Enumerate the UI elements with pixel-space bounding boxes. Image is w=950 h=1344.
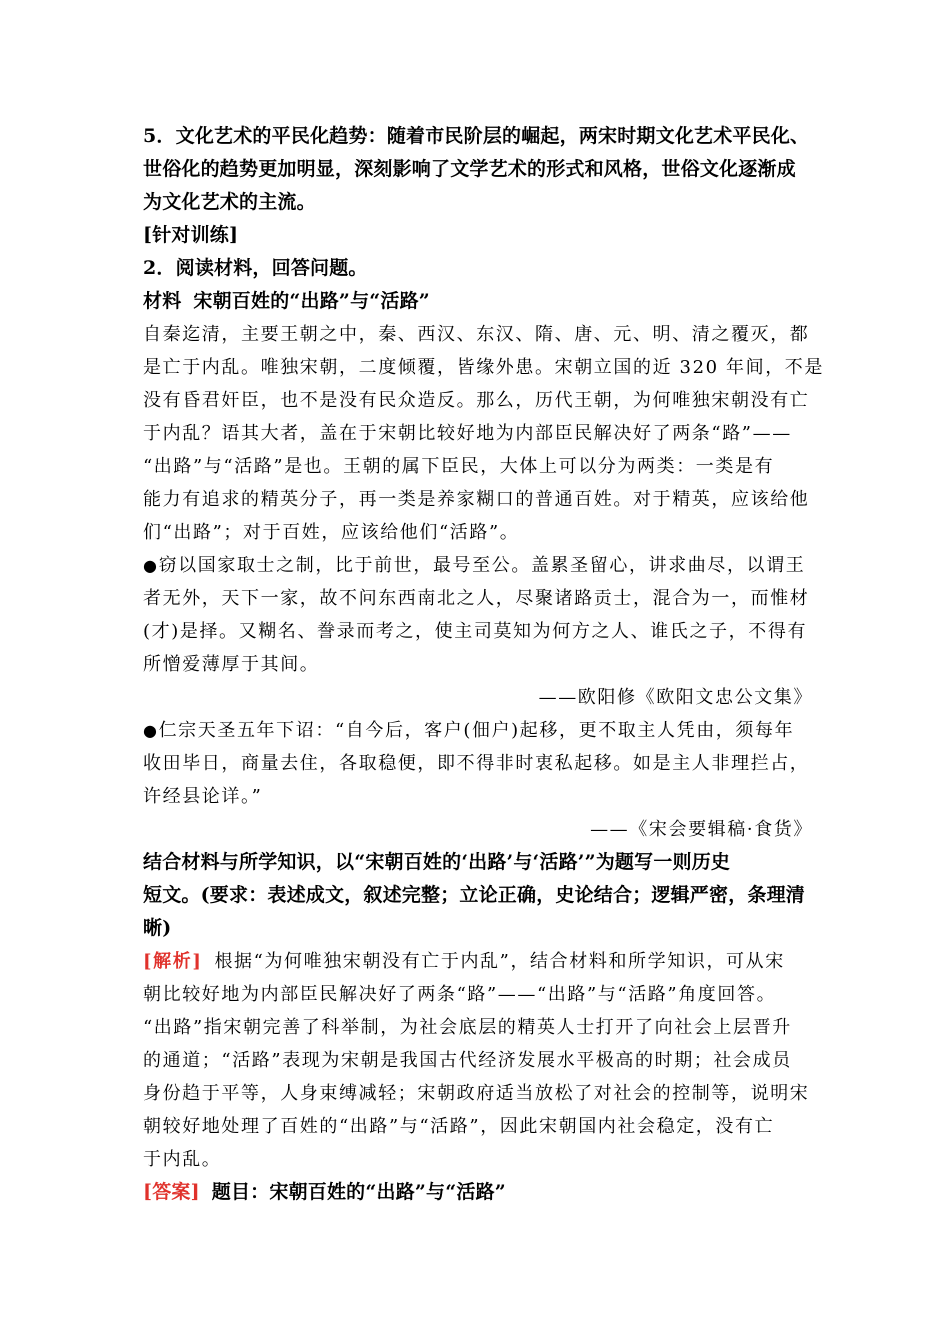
passage-line: 自秦迄清，主要王朝之中，秦、西汉、东汉、隋、唐、元、明、清之覆灭，都 [143, 324, 810, 345]
answer-label: [答案] [143, 1181, 200, 1203]
analysis-line: 身份趋于平等，人身束缚减轻；宋朝政府适当放松了对社会的控制等，说明宋 [143, 1083, 810, 1104]
quote-source: ——《宋会要辑稿·食货》 [590, 819, 813, 840]
answer-text: 题目：宋朝百姓的“出路”与“活路” [211, 1181, 506, 1203]
passage-line: 是亡于内乱。唯独宋朝，二度倾覆，皆缘外患。宋朝立国的近 320 年间，不是 [143, 357, 824, 378]
quote-line: 者无外，天下一家，故不问东西南北之人，尽聚诸路贡士，混合为一，而惟材 [143, 588, 810, 609]
analysis-label: [解析] [143, 951, 203, 972]
analysis-line: 朝比较好地为内部臣民解决好了两条“路”——“出路”与“活路”角度回答。 [143, 984, 777, 1005]
quote-ouyang [143, 549, 813, 714]
material-passage [143, 318, 824, 549]
passage-line: 能力有追求的精英分子，再一类是养家糊口的普通百姓。对于精英，应该给他 [143, 489, 810, 510]
section-5-line: 为文化艺术的主流。 [143, 191, 316, 213]
quote-line: 所憎爱薄厚于其间。 [143, 654, 320, 675]
bullet-icon: ● [143, 721, 159, 740]
section-5 [143, 120, 813, 219]
material-title: 宋朝百姓的“出路”与“活路” [193, 290, 430, 312]
quote-line: 许经县论详。” [143, 786, 263, 807]
analysis-line: 于内乱。 [143, 1149, 222, 1170]
passage-line: 没有昏君奸臣，也不是没有民众造反。那么，历代王朝，为何唯独宋朝没有亡 [143, 390, 810, 411]
section-5-line: 5．文化艺术的平民化趋势：随着市民阶层的崛起，两宋时期文化艺术平民化、 [143, 125, 810, 147]
prompt-line: 结合材料与所学知识，以“宋朝百姓的‘出路’与‘活路’”为题写一则历史 [143, 851, 731, 873]
bullet-icon: ● [143, 556, 159, 575]
quote-text: 窃以国家取士之制，比于前世，最号至公。盖累圣留心，讲求曲尽，以谓王 [158, 555, 806, 576]
question-prompt [143, 846, 813, 945]
material-label: 材料 [143, 290, 182, 312]
passage-line: “出路”与“活路”是也。王朝的属下臣民，大体上可以分为两类：一类是有 [143, 456, 775, 477]
passage-line: 于内乱？语其大者，盖在于宋朝比较好地为内部臣民解决好了两条“路”—— [143, 423, 792, 444]
analysis-line: 朝较好地处理了百姓的“出路”与“活路”，因此宋朝国内社会稳定，没有亡 [143, 1116, 775, 1137]
document-page [143, 120, 824, 1209]
quote-text: 仁宗天圣五年下诏：“自今后，客户(佃户)起移，更不取主人凭由，须每年 [158, 720, 795, 741]
prompt-line: 晰) [143, 917, 172, 939]
quote-source: ——欧阳修《欧阳文忠公文集》 [538, 687, 813, 708]
analysis-line [143, 945, 813, 978]
quote-line: 收田毕日，商量去住，各取稳便，即不得非时衷私起移。如是主人非理拦占， [143, 753, 810, 774]
prompt-line: 短文。(要求：表述成文，叙述完整；立论正确，史论结合；逻辑严密，条理清 [143, 884, 805, 906]
analysis-line: 的通道；“活路”表现为宋朝是我国古代经济发展水平极高的时期；社会成员 [143, 1050, 792, 1071]
passage-line: 们“出路”；对于百姓，应该给他们“活路”。 [143, 522, 520, 543]
analysis-line: “出路”指宋朝完善了科举制，为社会底层的精英人士打开了向社会上层晋升 [143, 1017, 792, 1038]
training-heading: [针对训练] [143, 224, 239, 246]
question-number: 2．阅读材料，回答问题。 [143, 257, 368, 279]
answer-line [143, 1176, 813, 1209]
section-5-line: 世俗化的趋势更加明显，深刻影响了文学艺术的形式和风格，世俗文化逐渐成 [143, 158, 796, 180]
analysis-section [143, 945, 813, 1176]
analysis-text: 根据“为何唯独宋朝没有亡于内乱”，结合材料和所学知识，可从宋 [214, 951, 785, 972]
material-heading [143, 285, 813, 318]
quote-line [143, 714, 813, 747]
quote-songhuiyao [143, 714, 813, 846]
quote-line: (才)是择。又糊名、誊录而考之，使主司莫知为何方之人、谁氏之子，不得有 [143, 621, 808, 642]
quote-line [143, 549, 813, 582]
